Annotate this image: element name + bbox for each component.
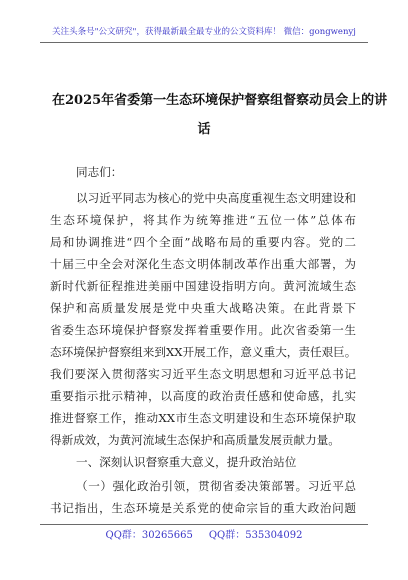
footer-divider bbox=[40, 524, 368, 525]
paragraph-line: 省委生态环境保护督察发挥着重要作用。此次省委第一生 bbox=[50, 323, 356, 337]
page-footer bbox=[0, 529, 408, 543]
paragraph-line: 书记指出，生态环境是关系党的使命宗旨的重大政治问题 bbox=[50, 501, 356, 515]
paragraph-line: 态环境保护督察组来到XX开展工作，意义重大，责任艰巨。 bbox=[50, 345, 357, 359]
section-heading: 一、深刻认识督察重大意义，提升政治站位 bbox=[76, 455, 297, 469]
footer-qq-group-2: QQ群：535304092 bbox=[208, 530, 303, 541]
paragraph-line: 以习近平同志为核心的党中央高度重视生态文明建设和 bbox=[76, 191, 356, 205]
paragraph-line: 生态环境保护，将其作为统筹推进“五位一体”总体布 bbox=[50, 213, 356, 227]
paragraph-line: 局和协调推进“四个全面”战略布局的重要内容。党的二 bbox=[50, 235, 356, 249]
document-title-line-1: 在2025年省委第一生态环境保护督察组督察动员会上的讲 bbox=[52, 93, 388, 108]
paragraph-line: 得新成效，为黄河流域生态保护和高质量发展贡献力量。 bbox=[50, 433, 340, 447]
paragraph-line: 我们要深入贯彻落实习近平生态文明思想和习近平总书记 bbox=[50, 367, 356, 381]
paragraph-line: 保护和高质量发展是党中央重大战略决策。在此背景下 bbox=[50, 301, 356, 315]
footer-qq-group-1: QQ群：30265665 bbox=[105, 530, 193, 541]
paragraph-line: 十届三中全会对深化生态文明体制改革作出重大部署，为 bbox=[50, 257, 356, 271]
paragraph-line: 新时代新征程推进美丽中国建设指明方向。黄河流域生态 bbox=[50, 279, 356, 293]
paragraph-line: 重要指示批示精神，以高度的政治责任感和使命感，扎实 bbox=[50, 389, 356, 403]
document-title-line-2: 话 bbox=[197, 122, 211, 137]
salutation: 同志们： bbox=[76, 165, 123, 179]
header-divider bbox=[40, 42, 368, 43]
paragraph-line: 推进督察工作，推动XX市生态文明建设和生态环境保护取 bbox=[50, 411, 356, 425]
page-header-note: 关注头条号"公文研究"，获得最新最全最专业的公文资料库！ 微信：gongwenyj bbox=[52, 27, 356, 37]
paragraph-line: （一）强化政治引领，贯彻省委决策部署。习近平总 bbox=[76, 479, 356, 493]
